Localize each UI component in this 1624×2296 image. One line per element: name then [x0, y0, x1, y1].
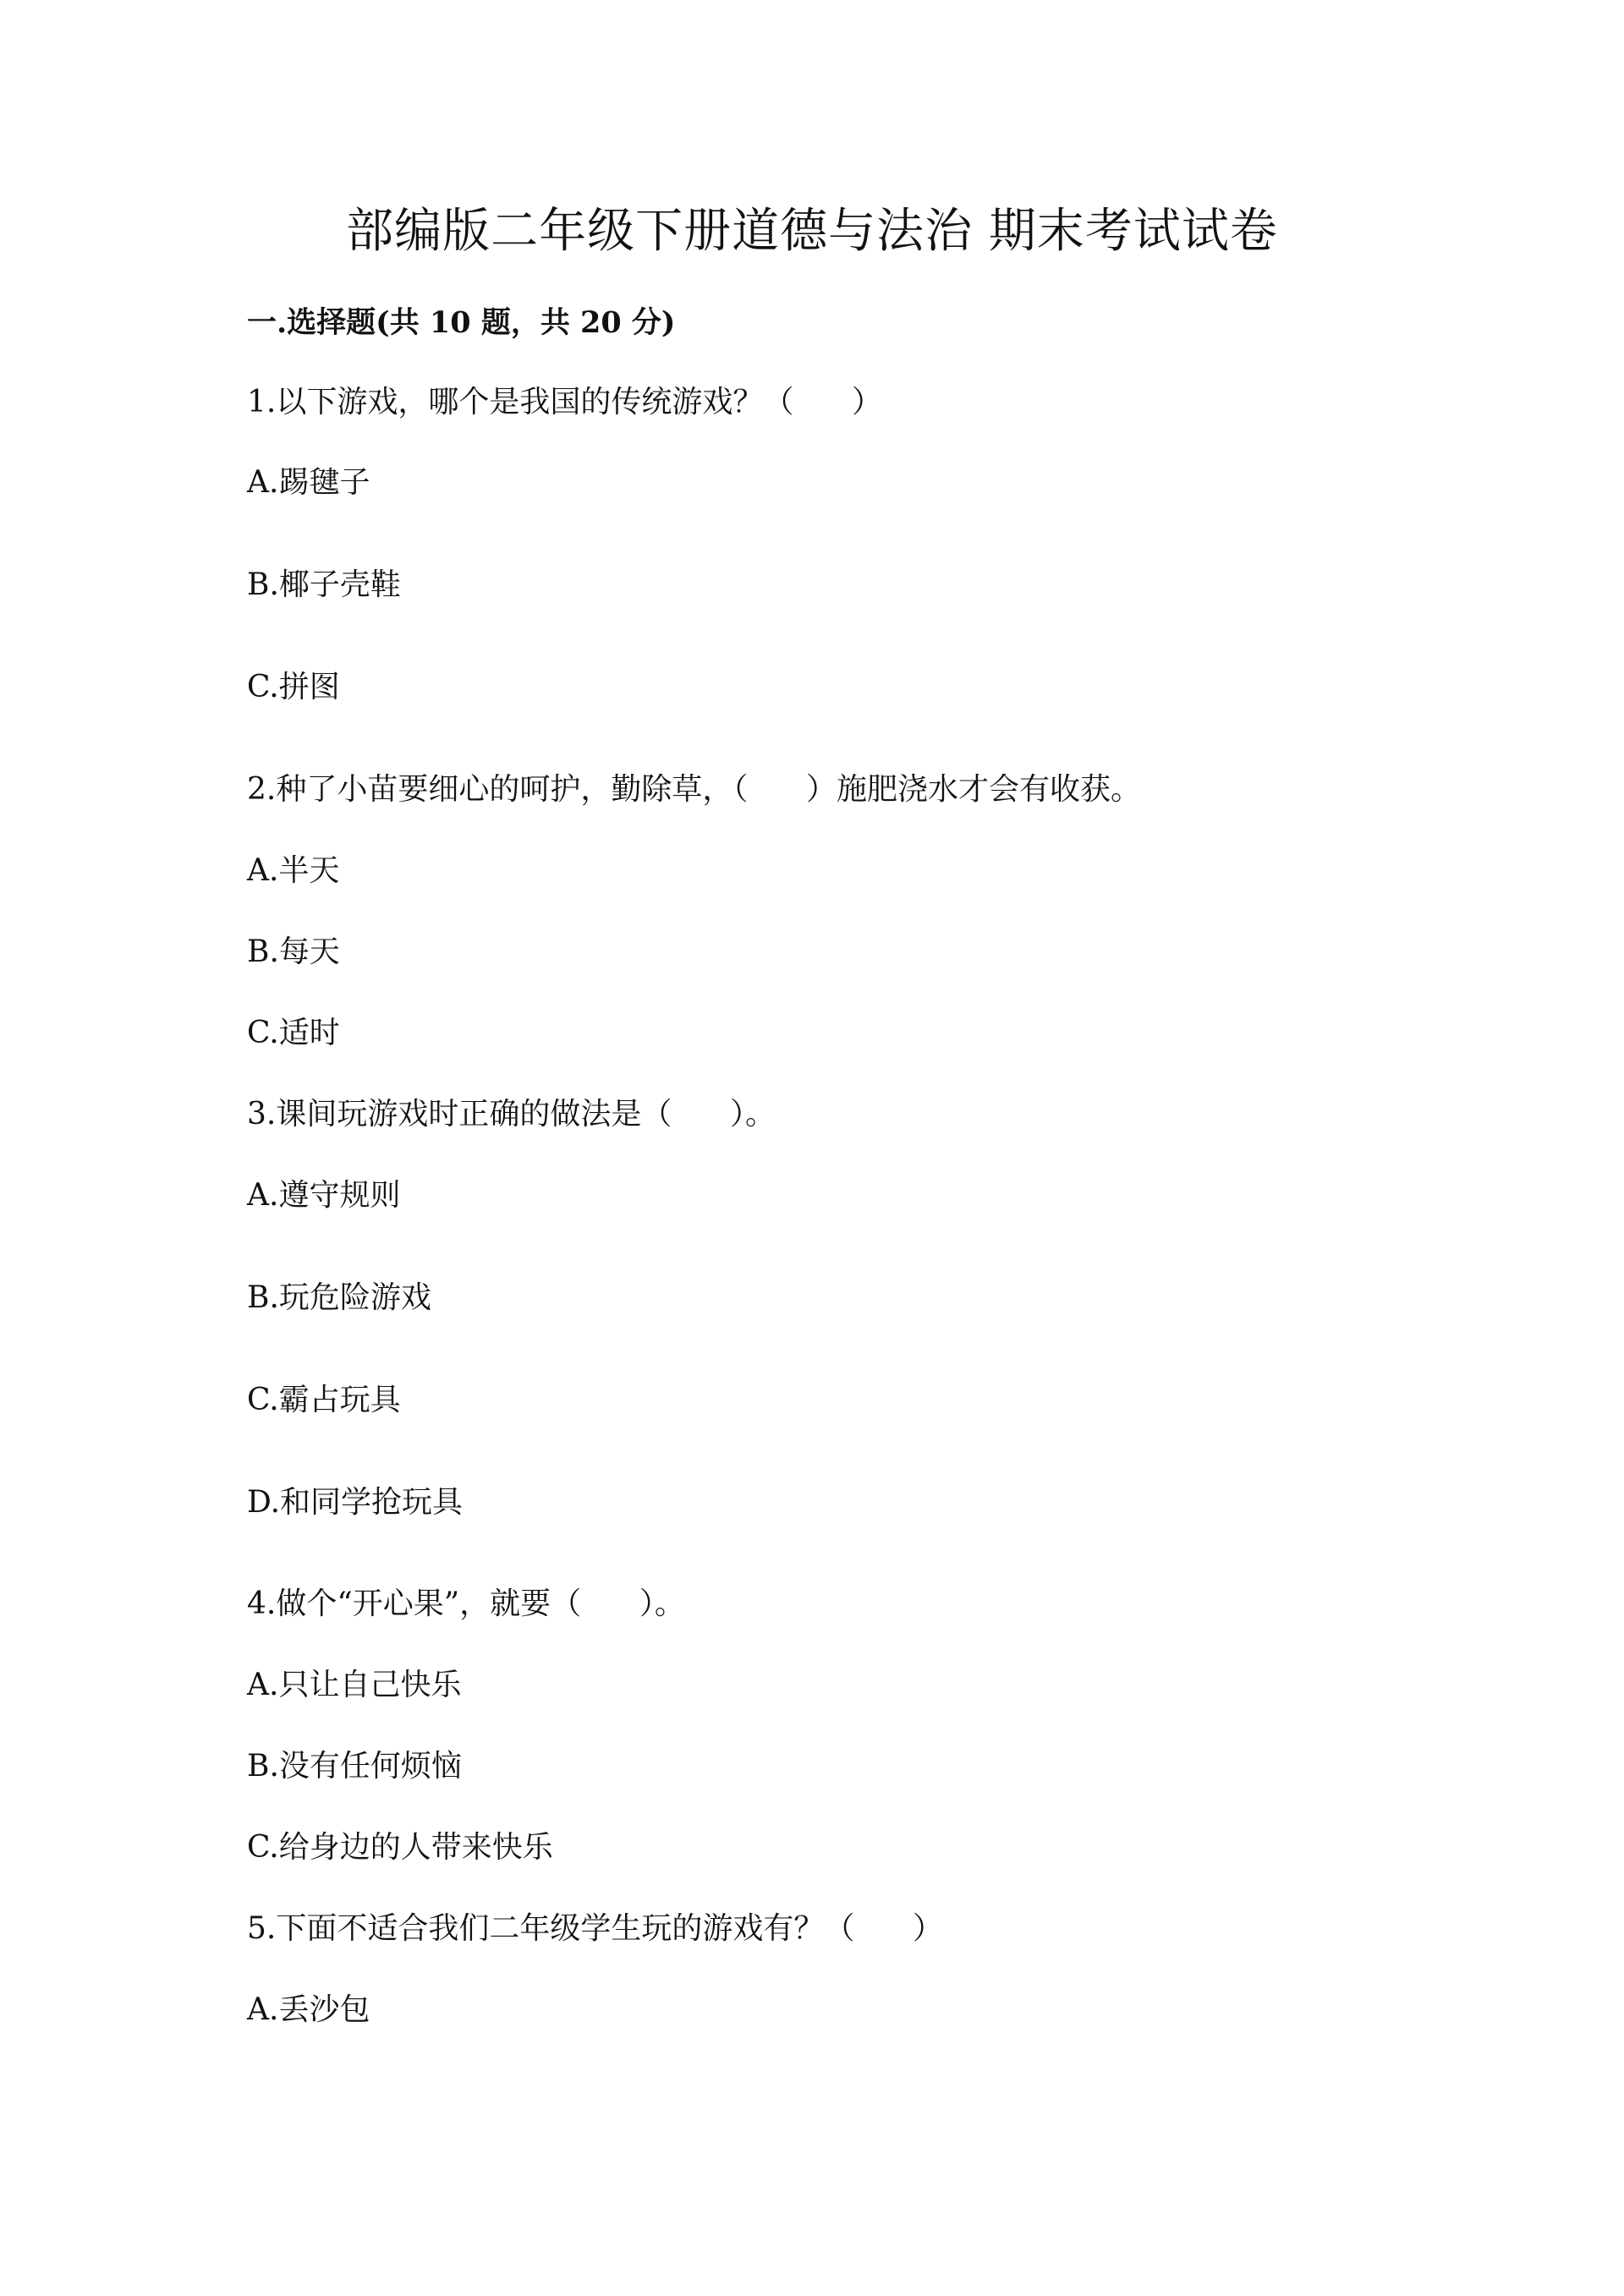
question-1-option-c: C.拼图 — [247, 670, 340, 704]
question-3-option-c: C.霸占玩具 — [247, 1383, 401, 1417]
question-5-stem: 5.下面不适合我们二年级学生玩的游戏有？（ ） — [247, 1911, 944, 1946]
question-2-stem: 2.种了小苗要细心的呵护，勤除草，（ ）施肥浇水才会有收获。 — [247, 772, 1142, 807]
question-4-option-b: B.没有任何烦恼 — [247, 1749, 462, 1784]
question-5-option-a: A.丢沙包 — [247, 1992, 370, 2027]
question-2-option-c: C.适时 — [247, 1016, 340, 1050]
question-1-option-a: A.踢毽子 — [247, 465, 370, 500]
question-3-option-a: A.遵守规则 — [247, 1178, 401, 1213]
question-3-stem: 3.课间玩游戏时正确的做法是（ ）。 — [247, 1097, 776, 1132]
question-2-option-b: B.每天 — [247, 934, 340, 969]
question-1-stem: 1.以下游戏，哪个是我国的传统游戏？（ ） — [247, 385, 883, 419]
question-4-option-a: A.只让自己快乐 — [247, 1668, 462, 1702]
question-3-option-b: B.玩危险游戏 — [247, 1280, 431, 1315]
question-4-stem: 4.做个“开心果”，就要（ ）。 — [247, 1586, 685, 1621]
question-3-option-d: D.和同学抢玩具 — [247, 1485, 464, 1520]
page-title: 部编版二年级下册道德与法治 期末考试试卷 — [346, 204, 1278, 259]
question-2-option-a: A.半天 — [247, 853, 340, 888]
question-1-option-b: B.椰子壳鞋 — [247, 567, 401, 602]
question-4-option-c: C.给身边的人带来快乐 — [247, 1830, 553, 1865]
section-heading: 一.选择题(共 10 题，共 20 分) — [247, 305, 676, 340]
